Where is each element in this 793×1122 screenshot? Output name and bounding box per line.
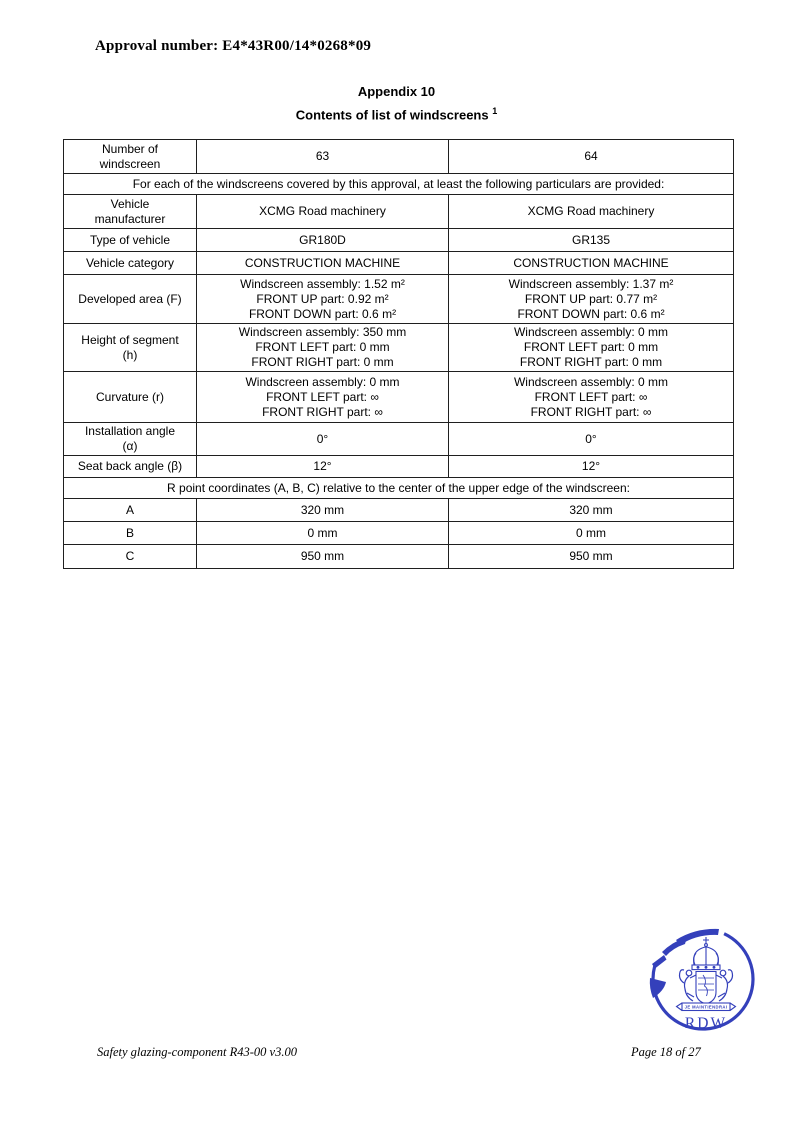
cell-a-63: 320 mm [197, 499, 449, 522]
row-vehicle-category [64, 252, 734, 275]
cell-a-64: 320 mm [449, 499, 734, 522]
row-label: Vehicle category [64, 252, 197, 275]
windscreen-table [63, 139, 734, 569]
row-label: C [64, 545, 197, 569]
r-point-heading-text: R point coordinates (A, B, C) relative to the center of the upper edge of the windscreen: [64, 478, 734, 499]
row-note [64, 174, 734, 195]
cell-manufacturer-63: XCMG Road machinery [197, 195, 449, 229]
cell-b-64: 0 mm [449, 522, 734, 545]
row-r-point-heading [64, 478, 734, 499]
cell-seat-back-angle-64: 12° [449, 456, 734, 478]
crown-icon [692, 937, 720, 970]
row-label: A [64, 499, 197, 522]
row-label: Installation angle (α) [64, 423, 197, 456]
cell-manufacturer-64: XCMG Road machinery [449, 195, 734, 229]
footer-page-number: Page 18 of 27 [631, 1045, 701, 1059]
contents-title-superscript: 1 [492, 106, 498, 116]
row-installation-angle [64, 423, 734, 456]
row-type-of-vehicle [64, 229, 734, 252]
cell-c-64: 950 mm [449, 545, 734, 569]
motto-banner [677, 1003, 736, 1011]
rdw-stamp-icon [640, 923, 760, 1045]
row-label: Height of segment (h) [64, 324, 197, 372]
row-label: Number of windscreen [64, 140, 197, 174]
cell-installation-angle-64: 0° [449, 423, 734, 456]
rdw-stamp [640, 923, 760, 1045]
footer-document-reference: Safety glazing-component R43-00 v3.00 [97, 1045, 297, 1059]
contents-title-text: Contents of list of windscreens [295, 107, 489, 123]
row-vehicle-manufacturer [64, 195, 734, 229]
cell-category-63: CONSTRUCTION MACHINE [197, 252, 449, 275]
cell-seat-back-angle-63: 12° [197, 456, 449, 478]
appendix-title: Appendix 10 [357, 84, 436, 99]
row-developed-area [64, 275, 734, 324]
cell-developed-area-64: Windscreen assembly: 1.37 m² FRONT UP part: 0.77 m² FRONT DOWN part: 0.6 m² [449, 275, 734, 324]
row-number-of-windscreen [64, 140, 734, 174]
row-height-of-segment [64, 324, 734, 372]
cell-curvature-64: Windscreen assembly: 0 mm FRONT LEFT part: ∞ FRONT RIGHT part: ∞ [449, 372, 734, 423]
cell-b-63: 0 mm [197, 522, 449, 545]
lions-icon [680, 970, 733, 1001]
cell-height-segment-64: Windscreen assembly: 0 mm FRONT LEFT part: 0 mm FRONT RIGHT part: 0 mm [449, 324, 734, 372]
row-seat-back-angle [64, 456, 734, 478]
cell-vehicle-type-64: GR135 [449, 229, 734, 252]
cell-vehicle-type-63: GR180D [197, 229, 449, 252]
cell-windscreen-number-64: 64 [449, 140, 734, 174]
shield-icon [696, 972, 716, 1005]
row-label: Type of vehicle [64, 229, 197, 252]
row-coordinate-c [64, 545, 734, 569]
note-text: For each of the windscreens covered by this approval, at least the following particulars are provided: [64, 174, 734, 195]
row-label: Developed area (F) [64, 275, 197, 324]
organization-text: RDW [684, 1015, 728, 1032]
cell-curvature-63: Windscreen assembly: 0 mm FRONT LEFT part: ∞ FRONT RIGHT part: ∞ [197, 372, 449, 423]
row-label: Seat back angle (β) [64, 456, 197, 478]
row-curvature [64, 372, 734, 423]
row-label: B [64, 522, 197, 545]
cell-category-64: CONSTRUCTION MACHINE [449, 252, 734, 275]
row-coordinate-a [64, 499, 734, 522]
row-label: Vehicle manufacturer [64, 195, 197, 229]
cell-developed-area-63: Windscreen assembly: 1.52 m² FRONT UP part: 0.92 m² FRONT DOWN part: 0.6 m² [197, 275, 449, 324]
cell-windscreen-number-63: 63 [197, 140, 449, 174]
contents-title [0, 106, 793, 122]
cell-c-63: 950 mm [197, 545, 449, 569]
cell-installation-angle-63: 0° [197, 423, 449, 456]
cell-height-segment-63: Windscreen assembly: 350 mm FRONT LEFT part: 0 mm FRONT RIGHT part: 0 mm [197, 324, 449, 372]
motto-text: JE MAINTIENDRAI [684, 1004, 728, 1010]
row-label: Curvature (r) [64, 372, 197, 423]
row-coordinate-b [64, 522, 734, 545]
approval-number-line: Approval number: E4*43R00/14*0268*09 [95, 38, 372, 54]
